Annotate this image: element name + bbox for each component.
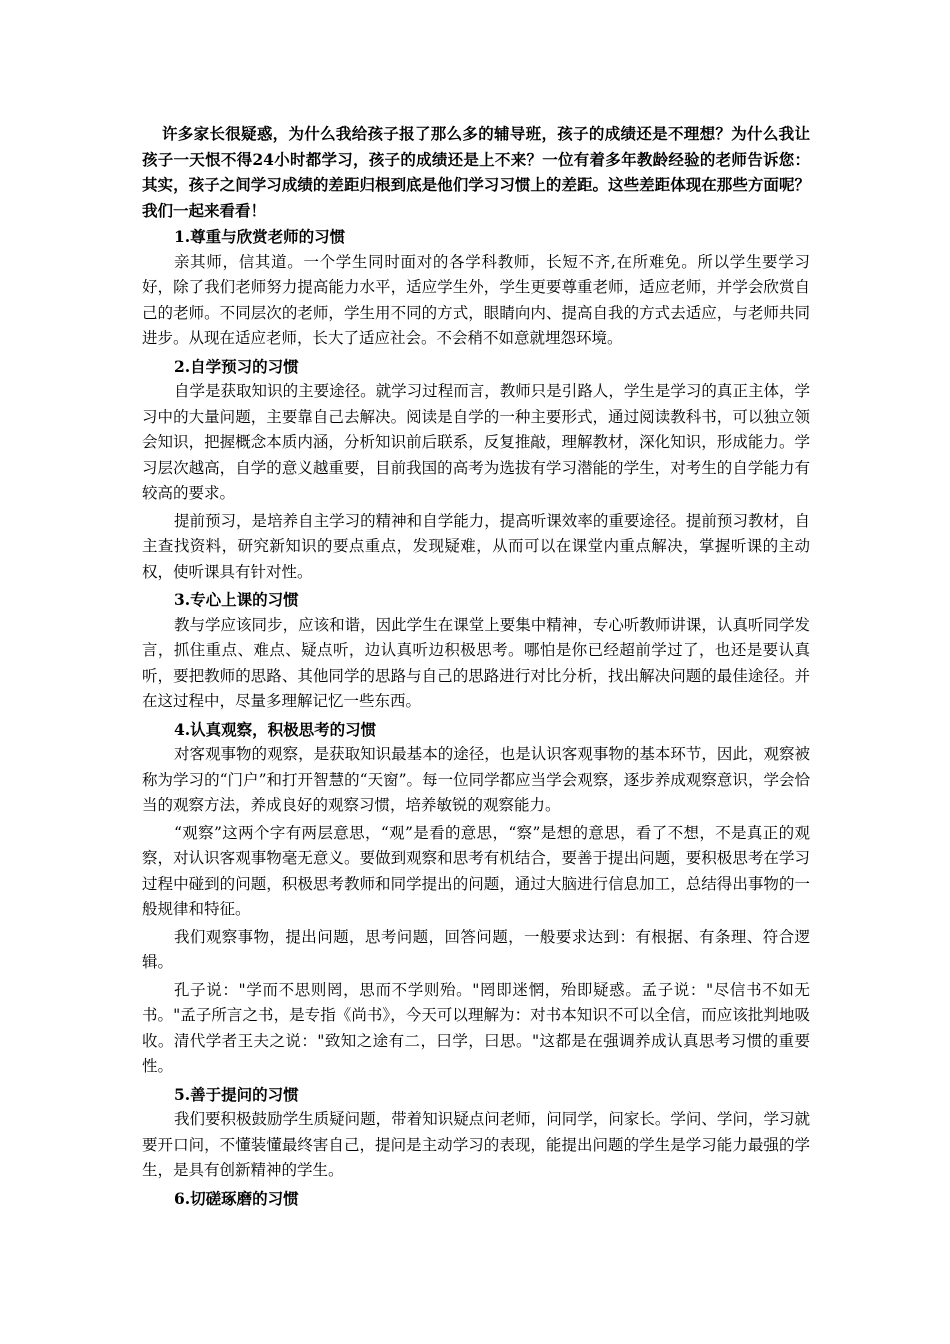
section-6 [142,1186,810,1212]
body-paragraph: 孔子说："学而不思则罔，思而不学则殆。"罔即迷惘，殆即疑惑。孟子说："尽信书不如无书。"孟子所言之书，是专指《尚书》，今天可以理解为：对书本知识不可以全信，而应该批判地吸收。清代学者王夫之说："致知之途有二，曰学，曰思。"这都是在强调养成认真思考习惯的重要性。 [142,980,810,1075]
section-4 [142,717,810,1080]
intro-paragraph: 许多家长很疑惑，为什么我给孩子报了那么多的辅导班，孩子的成绩还是不理想？为什么我让孩子一天恨不得24小时都学习，孩子的成绩还是上不来？一位有着多年教龄经验的老师告诉您：其实，孩子之间学习成绩的差距归根到底是他们学习习惯上的差距。这些差距体现在那些方面呢？我们一起来看看！ [142,124,810,220]
section-heading: 6.切磋琢磨的习惯 [174,1188,299,1208]
section-5 [142,1082,810,1184]
body-paragraph: 提前预习，是培养自主学习的精神和自学能力，提高听课效率的重要途径。提前预习教材，自主查找资料，研究新知识的要点重点，发现疑难，从而可以在课堂内重点解决，掌握听课的主动权，使听课具有针对性。 [142,511,810,581]
document-body [142,121,810,1211]
body-paragraph: 我们观察事物，提出问题，思考问题，回答问题，一般要求达到：有根据、有条理、符合逻辑。 [142,927,810,971]
section-2 [142,354,810,586]
section-heading: 2.自学预习的习惯 [174,356,299,376]
section-heading: 3.专心上课的习惯 [174,590,299,609]
section-heading: 5.善于提问的习惯 [174,1084,299,1104]
section-heading: 1.尊重与欣赏老师的习惯 [174,227,346,246]
body-paragraph: 我们要积极鼓励学生质疑问题，带着知识疑点问老师，问同学，问家长。学问、学问，学习就要开口问，不懂装懂最终害自己，提问是主动学习的表现，能提出问题的学生是学习能力最强的学生，是具有创新精神的学生。 [142,1110,810,1179]
body-paragraph: 对客观事物的观察，是获取知识最基本的途径，也是认识客观事物的基本环节，因此，观察被称为学习的“门户”和打开智慧的“天窗”。每一位同学都应当学会观察，逐步养成观察意识，学会恰当的观察方法，养成良好的观察习惯，培养敏锐的观察能力。 [142,745,810,814]
body-paragraph: “观察”这两个字有两层意思，“观”是看的意思，“察”是想的意思，看了不想，不是真正的观察，对认识客观事物毫无意义。要做到观察和思考有机结合，要善于提出问题，要积极思考在学习过程中碰到的问题，积极思考教师和同学提出的问题，通过大脑进行信息加工，总结得出事物的一般规律和特征。 [142,823,810,918]
body-paragraph: 自学是获取知识的主要途径。就学习过程而言，教师只是引路人，学生是学习的真正主体，学习中的大量问题，主要靠自己去解决。阅读是自学的一种主要形式，通过阅读教科书，可以独立领会知识，把握概念本质内涵，分析知识前后联系，反复推敲，理解教材，深化知识，形成能力。学习层次越高，自学的意义越重要，目前我国的高考为选拔有学习潜能的学生，对考生的自学能力有较高的要求。 [142,382,810,502]
body-paragraph: 亲其师，信其道。一个学生同时面对的各学科教师，长短不齐,在所难免。所以学生要学习好，除了我们老师努力提高能力水平，适应学生外，学生更要尊重老师，适应老师，并学会欣赏自己的老师。不同层次的老师，学生用不同的方式，眼睛向内、提高自我的方式去适应，与老师共同进步。从现在适应老师，长大了适应社会。不会稍不如意就埋怨环境。 [142,252,810,347]
section-1 [142,224,810,352]
section-3 [142,587,810,715]
body-paragraph: 教与学应该同步，应该和谐，因此学生在课堂上要集中精神，专心听教师讲课，认真听同学发言，抓住重点、难点、疑点听，边认真听边积极思考。哪怕是你已经超前学过了，也还是要认真听，要把教师的思路、其他同学的思路与自己的思路进行对比分析，找出解决问题的最佳途径。并在这过程中，尽量多理解记忆一些东西。 [142,615,810,710]
section-heading: 4.认真观察，积极思考的习惯 [174,719,377,739]
